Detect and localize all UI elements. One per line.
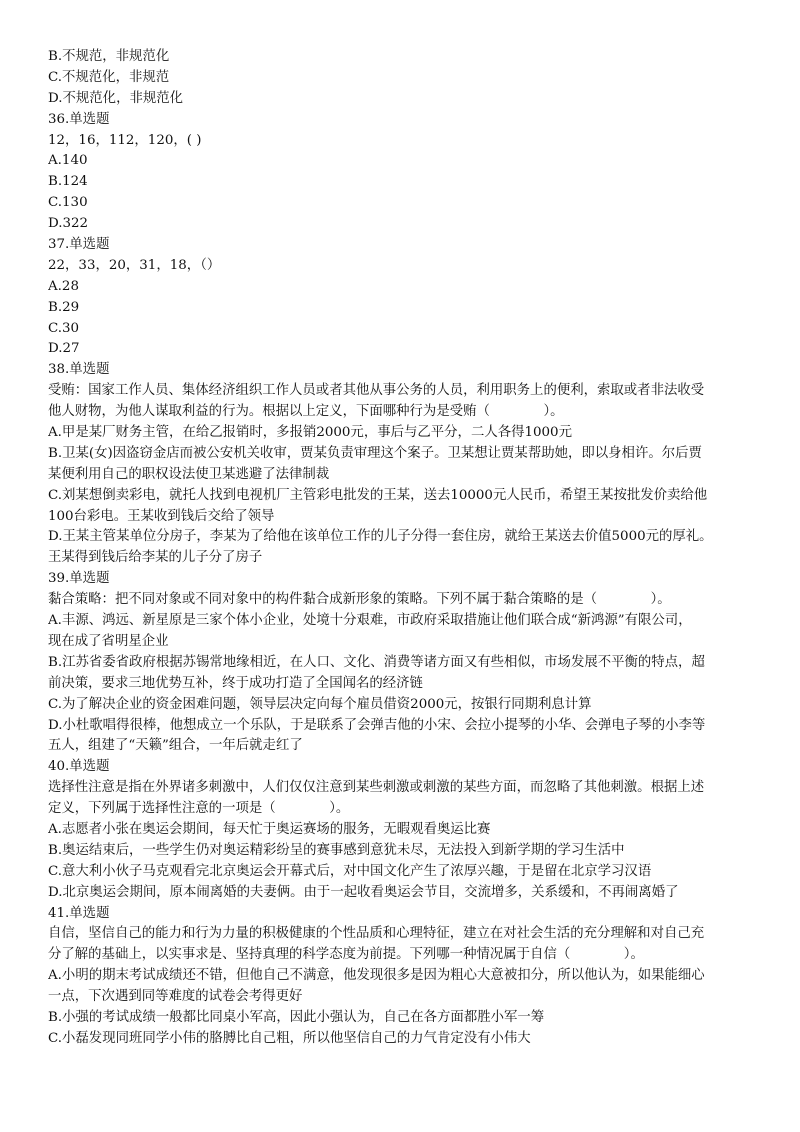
text-line: 受贿：国家工作人员、集体经济组织工作人员或者其他从事公务的人员，利用职务上的便利，索取或者非法收受 bbox=[48, 383, 705, 399]
text-line: D.北京奥运会期间，原本闹离婚的夫妻俩。由于一起收看奥运会节目，交流增多，关系缓和，不再闹离婚了 bbox=[48, 884, 679, 900]
text-line: D.不规范化，非规范化 bbox=[48, 90, 184, 106]
text-line: 现在成了省明星企业 bbox=[48, 633, 169, 649]
text-line: D.小杜歌唱得很棒，他想成立一个乐队，于是联系了会弹吉他的小宋、会拉小提琴的小华、会弹电子琴的小李等 bbox=[48, 717, 706, 733]
text-line: 36.单选题 bbox=[48, 111, 110, 127]
text-line: 一点，下次遇到同等难度的试卷会考得更好 bbox=[48, 989, 303, 1005]
text-line: 五人，组建了“天籁”组合，一年后就走红了 bbox=[48, 738, 303, 754]
text-line: B.奥运结束后，一些学生仍对奥运精彩纷呈的赛事感到意犹未尽，无法投入到新学期的学习生活中 bbox=[48, 842, 625, 858]
text-line: 定义，下列属于选择性注意的一项是（ ）。 bbox=[48, 801, 350, 817]
text-line: D.322 bbox=[48, 216, 89, 232]
text-line: B.124 bbox=[48, 174, 88, 190]
text-line: A.甲是某厂财务主管，在给乙报销时，多报销2000元，事后与乙平分，二人各得1000元 bbox=[48, 425, 572, 441]
text-line: A.小明的期末考试成绩还不错，但他自己不满意，他发现很多是因为粗心大意被扣分，所以他认为，如果能细心 bbox=[48, 968, 705, 984]
text-line: C.30 bbox=[48, 320, 80, 336]
text-line: C.为了解决企业的资金困难问题，领导层决定向每个雇员借资2000元，按银行同期利息计算 bbox=[48, 696, 592, 712]
text-line: 分了解的基础上，以实事求是、坚持真理的科学态度为前提。下列哪一种情况属于自信（ ）。 bbox=[48, 947, 644, 963]
text-line: B.卫某(女)因盗窃金店而被公安机关收审，贾某负责审理这个案子。卫某想让贾某帮助她，即以身相许。尔后贾 bbox=[48, 445, 702, 461]
text-line: A.丰源、鸿远、新星原是三家个体小企业，处境十分艰难，市政府采取措施让他们联合成“新鸿源”有限公司， bbox=[48, 613, 692, 629]
text-line: 他人财物，为他人谋取利益的行为。根据以上定义，下面哪种行为是受贿（ ）。 bbox=[48, 404, 564, 420]
text-line: 前决策，要求三地优势互补，终于成功打造了全国闻名的经济链 bbox=[48, 675, 423, 691]
text-line: 41.单选题 bbox=[48, 905, 110, 921]
text-line: 自信，坚信自己的能力和行为力量的积极健康的个性品质和心理特征，建立在对社会生活的充分理解和对自己充 bbox=[48, 926, 705, 942]
text-line: 黏合策略：把不同对象或不同对象中的构件黏合成新形象的策略。下列不属于黏合策略的是（ ）。 bbox=[48, 592, 671, 608]
text-line: 12，16，112，120，( ) bbox=[48, 132, 202, 148]
text-line: 22，33，20，31，18，（） bbox=[48, 257, 221, 273]
text-line: B.江苏省委省政府根据苏锡常地缘相近，在人口、文化、消费等诸方面又有些相似，市场发展不平衡的特点，超 bbox=[48, 654, 705, 670]
text-line: D.王某主管某单位分房子，李某为了给他在该单位工作的儿子分得一套住房，就给王某送去价值5000元的厚礼。 bbox=[48, 529, 713, 545]
text-line: B.不规范，非规范化 bbox=[48, 49, 170, 64]
text-line: 100台彩电。王某收到钱后交给了领导 bbox=[48, 508, 275, 524]
text-line: C.意大利小伙子马克观看完北京奥运会开幕式后，对中国文化产生了浓厚兴趣，于是留在北京学习汉语 bbox=[48, 863, 652, 879]
text-line: A.志愿者小张在奥运会期间，每天忙于奥运赛场的服务，无暇观看奥运比赛 bbox=[48, 821, 491, 837]
text-line: B.小强的考试成绩一般都比同桌小军高，因此小强认为，自己在各方面都胜小军一筹 bbox=[48, 1009, 545, 1025]
text-line: 39.单选题 bbox=[48, 571, 110, 587]
text-line: 选择性注意是指在外界诸多刺激中，人们仅仅注意到某些刺激或刺激的某些方面，而忽略了其他刺激。根据上述 bbox=[48, 780, 705, 796]
text-line: A.140 bbox=[48, 153, 88, 169]
text-line: 王某得到钱后给李某的儿子分了房子 bbox=[48, 550, 263, 566]
text-line: 某便利用自己的职权设法使卫某逃避了法律制裁 bbox=[48, 466, 330, 482]
text-line: C.小磊发现同班同学小伟的胳膊比自己粗，所以他坚信自己的力气肯定没有小伟大 bbox=[48, 1030, 531, 1046]
text-line: C.130 bbox=[48, 195, 88, 211]
text-line: 38.单选题 bbox=[48, 362, 110, 378]
text-line: 37.单选题 bbox=[48, 237, 110, 253]
text-line: 40.单选题 bbox=[48, 759, 110, 775]
text-line: A.28 bbox=[48, 278, 79, 294]
text-line: C.刘某想倒卖彩电，就托人找到电视机厂主管彩电批发的王某，送去10000元人民币，希望王某按批发价卖给他 bbox=[48, 487, 708, 503]
text-line: C.不规范化，非规范 bbox=[48, 69, 170, 85]
text-line: B.29 bbox=[48, 299, 80, 315]
text-line: D.27 bbox=[48, 341, 80, 357]
